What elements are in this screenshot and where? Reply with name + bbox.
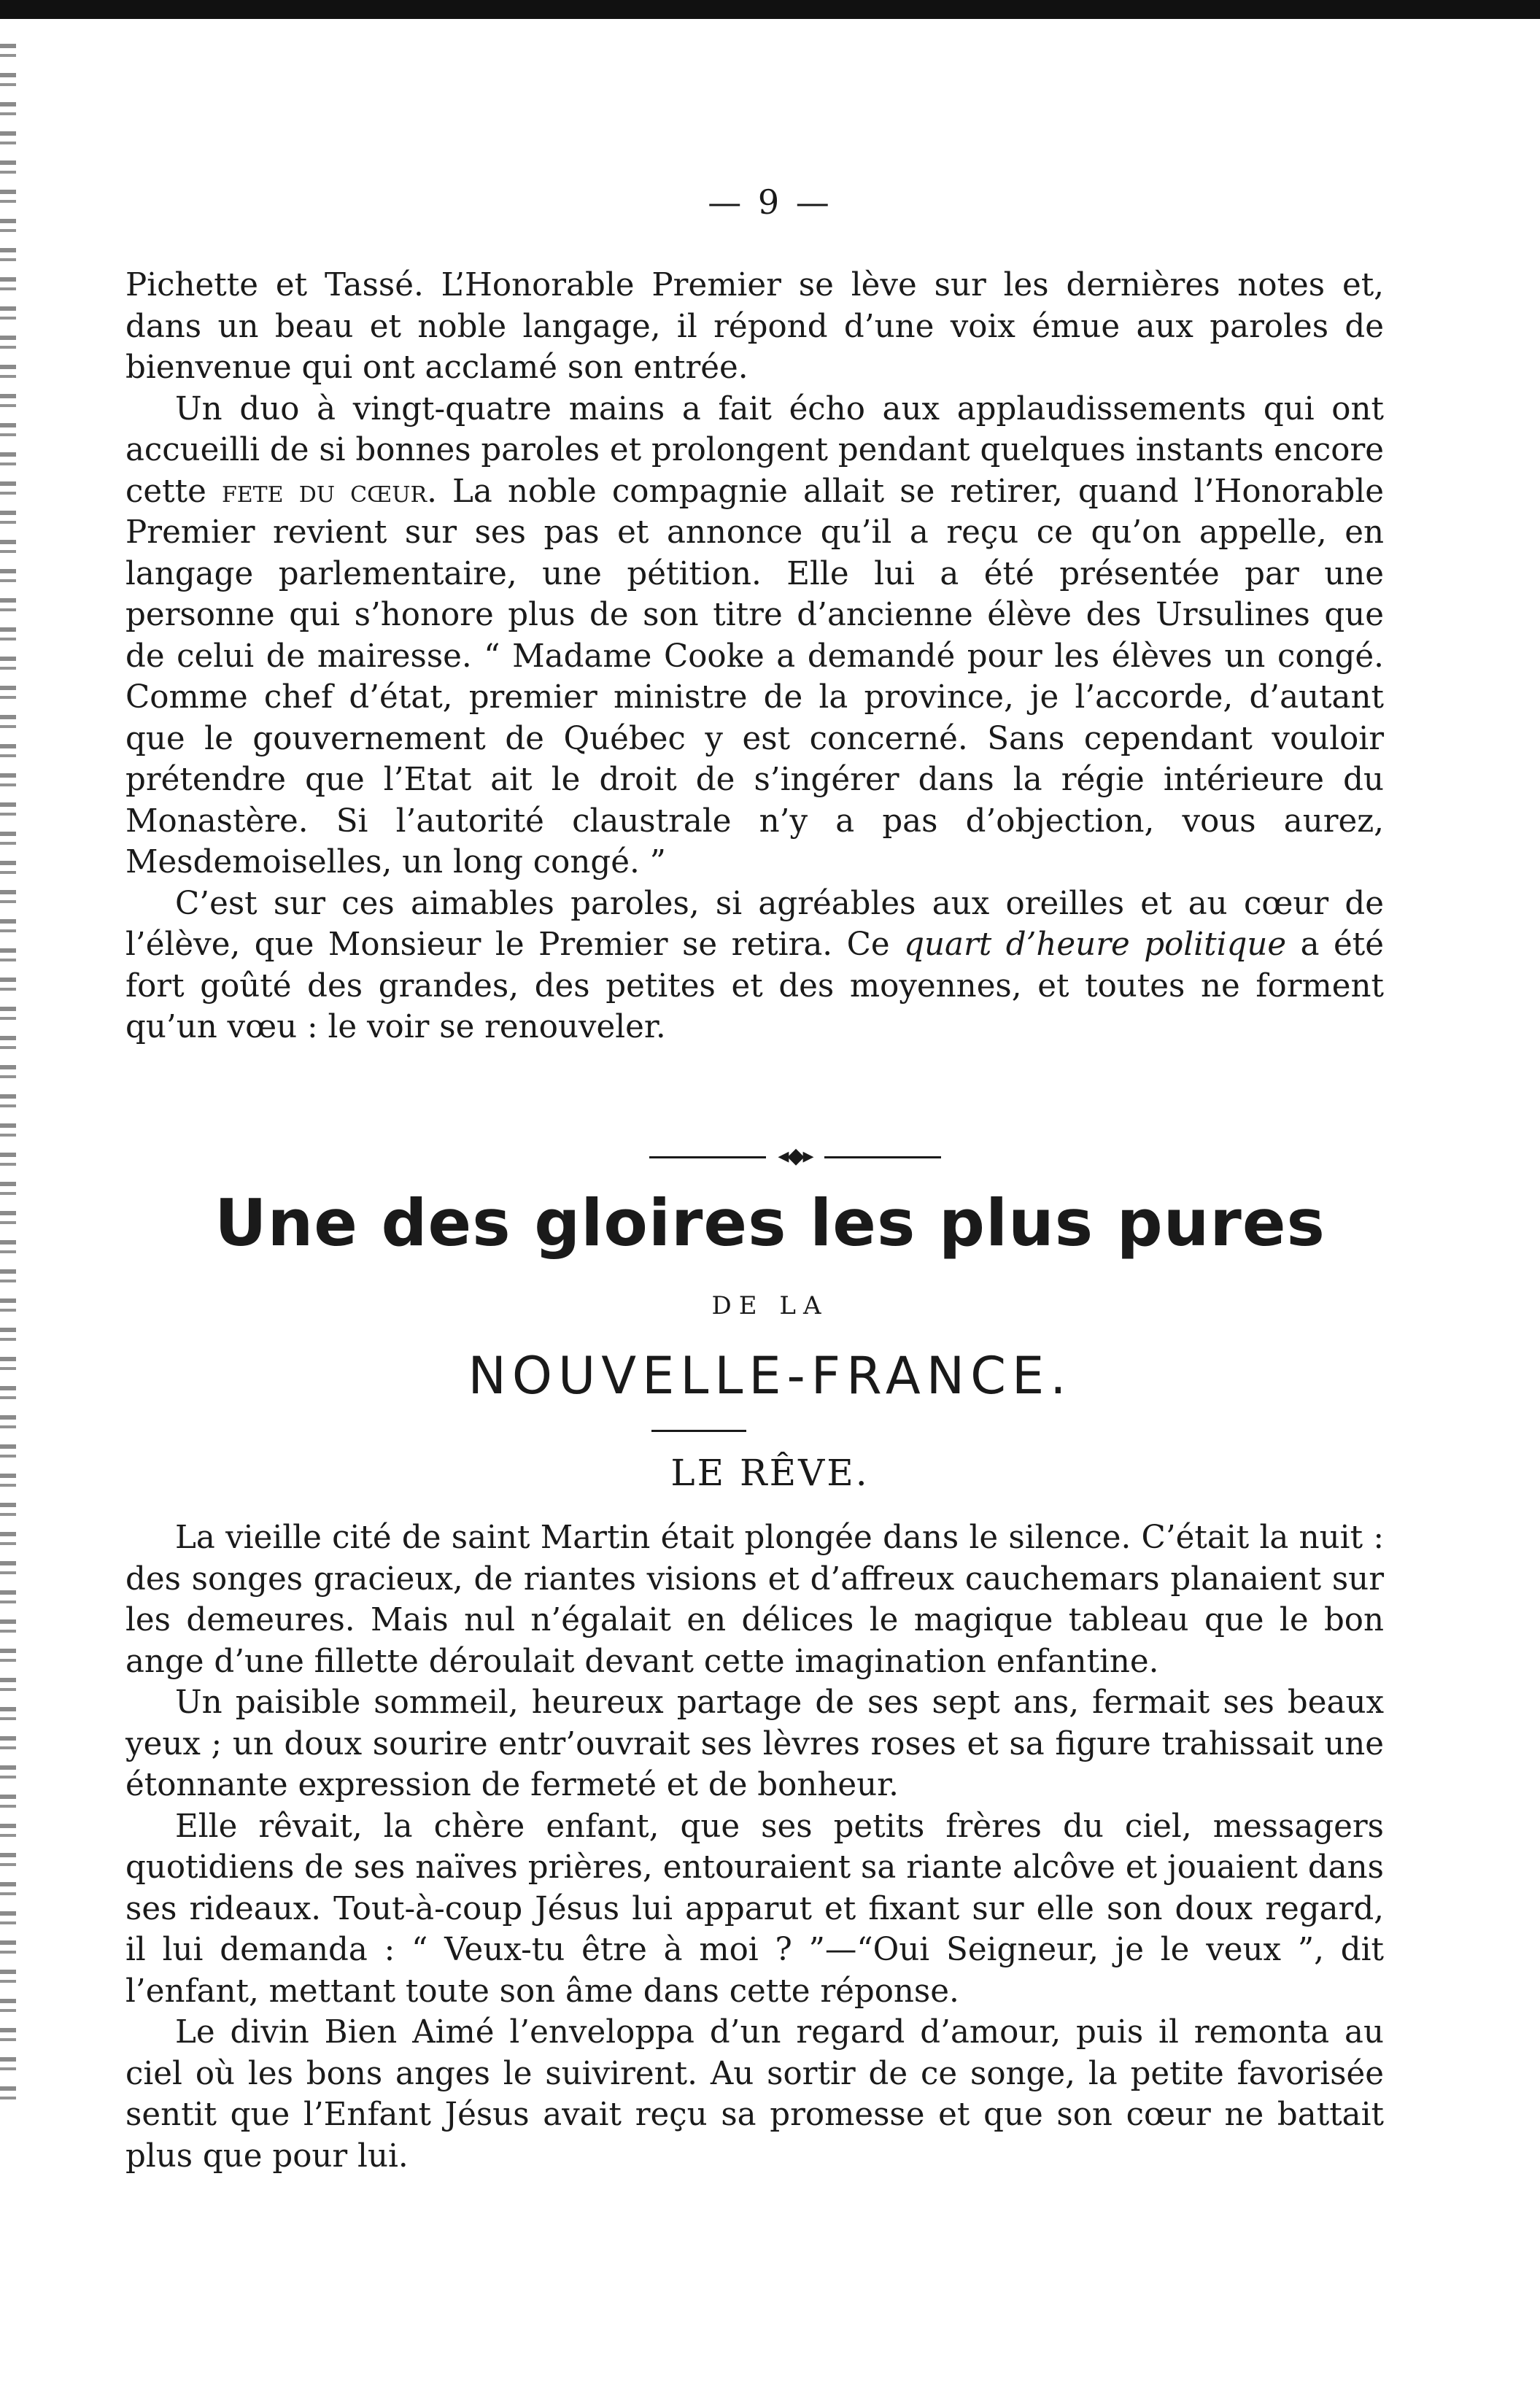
paragraph-3-italic: quart d’heure politique bbox=[904, 926, 1287, 963]
paragraph-1: Pichette et Tassé. L’Honorable Premier se lève sur les dernières notes et, dans un beau et noble langage, il répond d’une voix émue aux paroles de bienvenue qui ont acclamé son entrée. bbox=[125, 267, 1384, 386]
reve-paragraph-1: La vieille cité de saint Martin était plongée dans le silence. C’était la nuit : des songes gracieux, de riantes visions et d’affreux cauchemars planaient sur les demeures. Mais nul n’égalait en délices le magique tableau que le bon ange d’une fillette déroulait devant cette imagination enfantine. bbox=[125, 1520, 1384, 1680]
reve-paragraph-4: Le divin Bien Aimé l’enveloppa d’un regard d’amour, puis il remonta au ciel où les bons anges le suivirent. Au sortir de ce songe, la petite favorisée sentit que l’Enfant Jésus avait reçu sa promesse et que son cœur ne battait plus que pour lui. bbox=[125, 2014, 1384, 2175]
section-title: LE RÊVE. bbox=[670, 1452, 870, 1494]
paragraph-3 bbox=[125, 883, 1384, 1048]
chapter-region: NOUVELLE-FRANCE. bbox=[468, 1346, 1072, 1406]
ornament-line-right bbox=[824, 1156, 941, 1158]
paragraph-2 bbox=[125, 389, 1384, 883]
paragraph-2-smallcaps: fete du cœur bbox=[221, 473, 427, 510]
reve-text-block bbox=[125, 1517, 1384, 2177]
scan-edge-artifact bbox=[0, 44, 16, 2108]
top-border-rule bbox=[0, 0, 1540, 19]
ornament-glyph: ◂◆▸ bbox=[778, 1143, 813, 1169]
page-number: — 9 — bbox=[708, 182, 832, 222]
reve-paragraph-3: Elle rêvait, la chère enfant, que ses petits frères du ciel, messagers quotidiens de ses naïves prières, entouraient sa riante alcôve et jouaient dans ses rideaux. Tout-à-coup Jésus lui apparut et fixant sur elle son doux regard, il lui demanda : “ Veux-tu être à moi ? ”—“Oui Seigneur, je le veux ”, dit l’enfant, mettant toute son âme dans cette réponse. bbox=[125, 1808, 1384, 2010]
section-ornament bbox=[649, 1143, 941, 1169]
paragraph-2-part-a: Un duo à vingt-quatre mains a fait écho aux applaudissements qui ont accueilli de si bonnes paroles et prolongent pendant quelques instants encore cette bbox=[125, 390, 1384, 510]
heading-divider bbox=[651, 1430, 746, 1432]
reve-paragraph-2: Un paisible sommeil, heureux partage de ses sept ans, fermait ses beaux yeux ; un doux sourire entr’ouvrait ses lèvres roses et sa figure trahissait une étonnante expression de fermeté et de bonheur. bbox=[125, 1684, 1384, 1803]
chapter-subtitle: DE LA bbox=[711, 1291, 829, 1320]
paragraph-3-part-b: a été fort goûté des grandes, des petites et des moyennes, et toutes ne forment qu’un vœu : le voir se renouveler. bbox=[125, 926, 1384, 1045]
opening-text-block bbox=[125, 265, 1384, 1048]
ornament-line-left bbox=[649, 1156, 766, 1158]
chapter-title: Une des gloires les plus pures bbox=[214, 1185, 1326, 1261]
paragraph-3-part-a: C’est sur ces aimables paroles, si agréables aux oreilles et au cœur de l’élève, que Monsieur le Premier se retira. Ce bbox=[125, 885, 1384, 963]
paragraph-2-part-b: . La noble compagnie allait se retirer, quand l’Honorable Premier revient sur ses pas et annonce qu’il a reçu ce qu’on appelle, en langage parlementaire, une pétition. Elle lui a été présentée par une personne qui s’honore plus de son titre d’ancienne élève des Ursulines que de celui de mairesse. “ Madame Cooke a demandé pour les élèves un congé. Comme chef d’état, premier ministre de la province, je l’accorde, d’autant que le gouvernement de Québec y est concerné. Sans cependant vouloir prétendre que l’Etat ait le droit de s’ingérer dans la régie intérieure du Monastère. Si l’autorité claustrale n’y a pas d’objection, vous aurez, Mesdemoiselles, un long congé. ” bbox=[125, 473, 1384, 880]
